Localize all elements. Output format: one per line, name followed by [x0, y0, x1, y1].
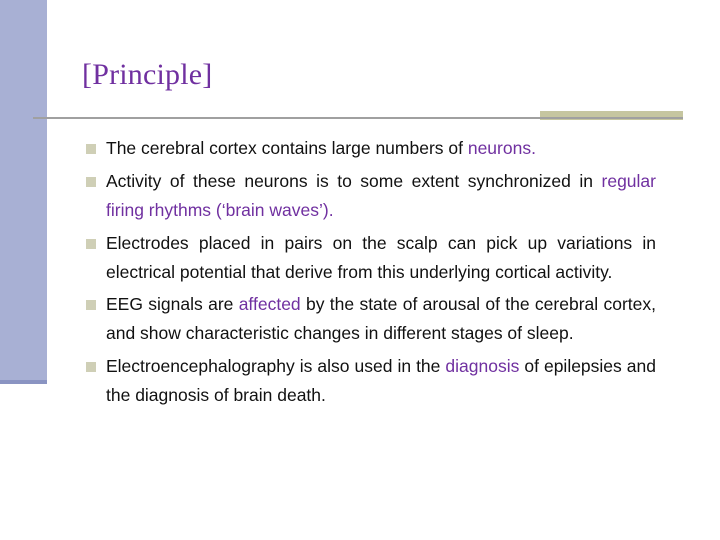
bullet-item: [84, 352, 656, 411]
square-bullet-icon: [86, 239, 96, 249]
bullet-highlight: neurons.: [467, 138, 536, 158]
bullet-text: Activity of these neurons is to some extent synchronized in: [106, 170, 602, 191]
square-bullet-icon: [86, 177, 96, 187]
bullet-highlight: regular firing rhythms (‘brain waves’).: [106, 170, 656, 220]
left-decorative-bar: [0, 0, 47, 383]
bullet-highlight: diagnosis: [445, 355, 520, 376]
bullet-text: Electroencephalography is also used in the: [106, 355, 446, 376]
bullet-item: [84, 134, 656, 164]
bullet-text: by the state of arousal of the cerebral cortex, and show characteristic changes in different stages of sleep.: [106, 293, 656, 343]
bullet-highlight: affected: [238, 293, 301, 314]
bullet-list: [84, 134, 656, 414]
bullet-item: [84, 290, 656, 349]
left-bar-shadow: [0, 380, 47, 384]
bullet-text: The cerebral cortex contains large numbers of: [106, 138, 468, 158]
bullet-text: of epilepsies and the diagnosis of brain death.: [106, 355, 656, 405]
title-divider: [33, 117, 683, 119]
square-bullet-icon: [86, 300, 96, 310]
bullet-text: Electrodes placed in pairs on the scalp can pick up variations in electrical potential that derive from this underlying cortical activity.: [106, 232, 656, 282]
bullet-item: [84, 229, 656, 288]
bullet-text: EEG signals are: [106, 293, 239, 314]
square-bullet-icon: [86, 362, 96, 372]
bullet-item: [84, 167, 656, 226]
square-bullet-icon: [86, 144, 96, 154]
slide-title: [Principle]: [82, 58, 213, 91]
